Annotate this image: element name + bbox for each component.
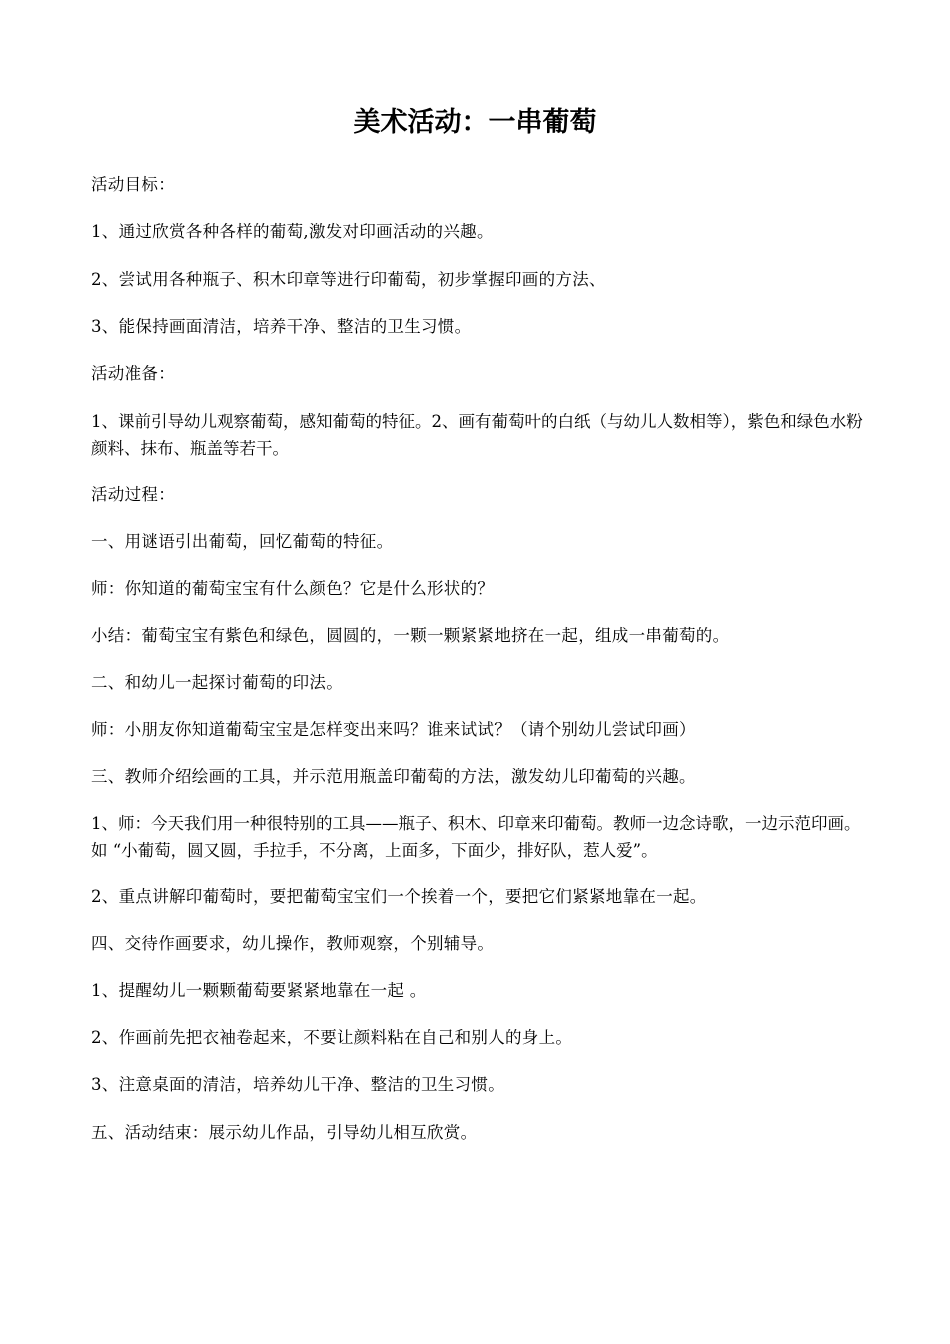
paragraph: 一、用谜语引出葡萄，回忆葡萄的特征。 (91, 532, 394, 551)
paragraph: 1、提醒幼儿一颗颗葡萄要紧紧地靠在一起 。 (91, 981, 427, 1000)
paragraph: 1、通过欣赏各种各样的葡萄,激发对印画活动的兴趣。 (91, 222, 494, 241)
document-title: 美术活动：一串葡萄 (353, 107, 597, 138)
paragraph: 三、教师介绍绘画的工具，并示范用瓶盖印葡萄的方法，激发幼儿印葡萄的兴趣。 (91, 767, 696, 786)
section-heading-goals: 活动目标： (91, 175, 175, 194)
paragraph: 二、和幼儿一起探讨葡萄的印法。 (91, 673, 343, 692)
paragraph: 2、重点讲解印葡萄时，要把葡萄宝宝们一个挨着一个，要把它们紧紧地靠在一起。 (91, 887, 707, 906)
paragraph: 师：你知道的葡萄宝宝有什么颜色？它是什么形状的？ (91, 579, 495, 598)
paragraph: 2、尝试用各种瓶子、积木印章等进行印葡萄，初步掌握印画的方法、 (91, 270, 606, 289)
paragraph: 2、作画前先把衣袖卷起来，不要让颜料粘在自己和别人的身上。 (91, 1028, 573, 1047)
paragraph: 3、能保持画面清洁，培养干净、整洁的卫生习惯。 (91, 317, 472, 336)
section-heading-preparation: 活动准备： (91, 364, 175, 383)
paragraph: 师：小朋友你知道葡萄宝宝是怎样变出来吗？谁来试试？（请个别幼儿尝试印画） (91, 720, 696, 739)
paragraph: 3、注意桌面的清洁，培养幼儿干净、整洁的卫生习惯。 (91, 1075, 505, 1094)
paragraph: 1、课前引导幼儿观察葡萄，感知葡萄的特征。2、画有葡萄叶的白纸（与幼儿人数相等），紫色和绿色水粉颜料、抹布、瓶盖等若干。 (91, 412, 863, 458)
paragraph: 四、交待作画要求，幼儿操作，教师观察，个别辅导。 (91, 934, 495, 953)
paragraph: 小结：葡萄宝宝有紫色和绿色，圆圆的，一颗一颗紧紧地挤在一起，组成一串葡萄的。 (91, 626, 730, 645)
paragraph: 1、师：今天我们用一种很特别的工具——瓶子、积木、印章来印葡萄。教师一边念诗歌，一边示范印画。如 “小葡萄，圆又圆，手拉手，不分离，上面多，下面少，排好队，惹人爱”。 (91, 814, 861, 860)
paragraph: 五、活动结束：展示幼儿作品，引导幼儿相互欣赏。 (91, 1123, 478, 1142)
section-heading-process: 活动过程： (91, 485, 175, 504)
